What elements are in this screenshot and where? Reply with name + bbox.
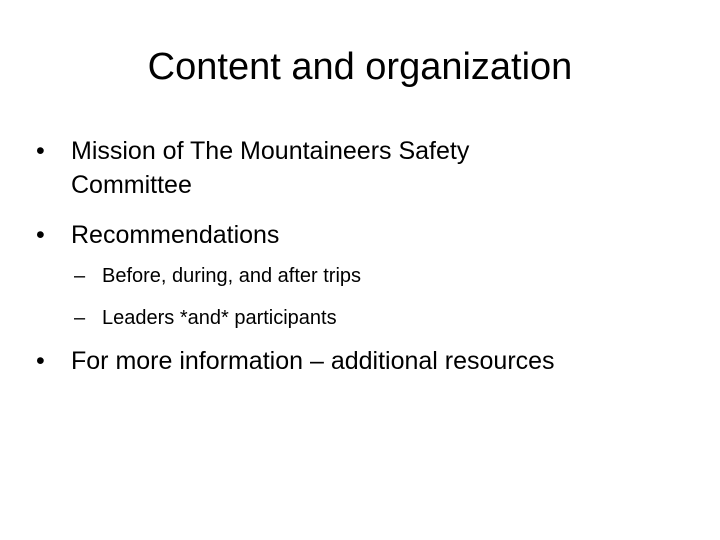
bullet-item	[36, 344, 676, 378]
slide-title: Content and organization	[147, 46, 573, 88]
bullet-item	[36, 134, 676, 204]
sub-bullet-marker: –	[74, 265, 86, 287]
bullet-text: Mission of The Mountaineers Safety Committee	[71, 137, 470, 199]
bullet-text: For more information – additional resources	[71, 347, 555, 375]
sub-bullet-marker: –	[74, 307, 86, 329]
sub-bullet-item	[74, 262, 674, 290]
bullet-text: Recommendations	[71, 221, 280, 249]
bullet-marker: •	[36, 347, 45, 375]
sub-bullet-text: Leaders *and* participants	[102, 307, 337, 329]
sub-bullet-text: Before, during, and after trips	[102, 265, 362, 287]
bullet-marker: •	[36, 137, 45, 165]
sub-bullet-item	[74, 304, 674, 332]
bullet-marker: •	[36, 221, 45, 249]
bullet-item	[36, 218, 676, 252]
